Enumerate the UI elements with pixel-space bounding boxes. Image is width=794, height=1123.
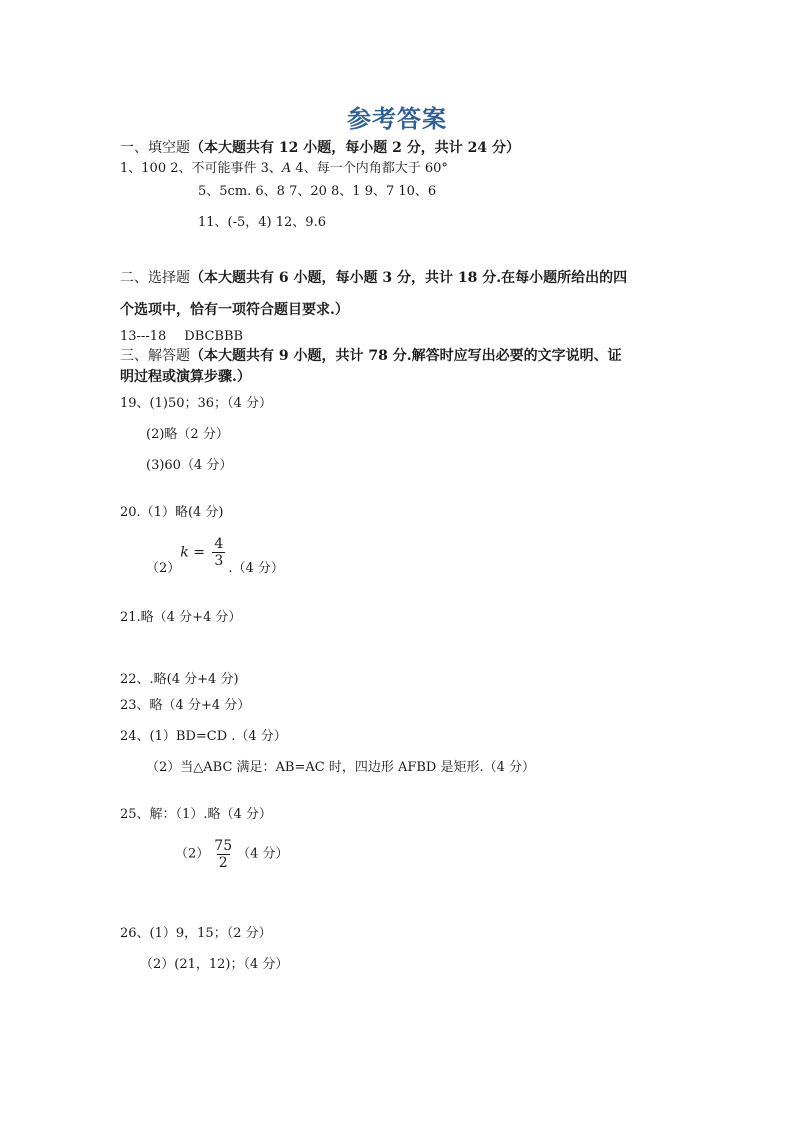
- q20-denominator: 3: [214, 553, 224, 569]
- q25-part2-pre: （2）: [175, 846, 210, 862]
- section3-header: [120, 348, 622, 364]
- q25-part2-post: （4 分）: [237, 846, 289, 862]
- section2-head: 二、选择题: [120, 270, 190, 286]
- section1-row1b: 4、每一个内角都大于 60°: [291, 161, 448, 176]
- section1-row1a: 1、100 2、不可能事件 3、: [120, 161, 282, 176]
- q23: 23、略（4 分+4 分）: [120, 698, 251, 713]
- section2-header: [120, 270, 627, 286]
- section1-row1-var: A: [281, 161, 292, 176]
- section3-head: 三、解答题: [120, 348, 190, 364]
- q25-denominator: 2: [218, 855, 228, 871]
- q21: 21.略（4 分+4 分）: [120, 610, 242, 625]
- page-title: 参考答案: [347, 105, 447, 133]
- section1-row3: 11、(-5，4) 12、9.6: [198, 215, 326, 230]
- section1-header: [120, 140, 520, 156]
- q20-part2-pre: （2）: [146, 561, 181, 576]
- q20-eq: =: [188, 544, 210, 561]
- q20-var: k: [180, 544, 189, 561]
- q26-part2: （2）(21，12)；（4 分）: [140, 957, 289, 972]
- section2-range: 13---18: [120, 329, 167, 344]
- section3-note2: 明过程或演算步骤.）: [120, 369, 251, 385]
- section3-note1: （本大题共有 9 小题，共计 78 分.解答时应写出必要的文字说明、证: [190, 348, 622, 364]
- section2-answers: DBCBBB: [184, 329, 244, 344]
- q22: 22、.略(4 分+4 分): [120, 672, 239, 687]
- q25-numerator: 75: [214, 838, 233, 854]
- q19-part1: 19、(1)50；36；（4 分）: [120, 396, 272, 411]
- section2-answers-line: [120, 329, 243, 345]
- q20-part2: [146, 536, 284, 577]
- q20-numerator: 4: [214, 536, 224, 552]
- q20-part1: 20.（1）略(4 分): [120, 505, 224, 520]
- q20-part2-post: .（4 分）: [228, 561, 284, 576]
- section2-note2: 个选项中，恰有一项符合题目要求.）: [120, 302, 349, 318]
- section1-head: 一、填空题: [120, 140, 190, 156]
- q19-part2: (2)略（2 分）: [146, 427, 229, 442]
- q24-part2: （2）当△ABC 满足：AB=AC 时，四边形 AFBD 是矩形.（4 分）: [146, 760, 536, 775]
- q25-part1: 25、解：（1）.略（4 分）: [120, 807, 272, 822]
- section2-note1: （本大题共有 6 小题，每小题 3 分，共计 18 分.在每小题所给出的四: [190, 270, 628, 286]
- section1-note: （本大题共有 12 小题，每小题 2 分，共计 24 分）: [190, 140, 520, 156]
- section1-row1: [120, 161, 448, 177]
- q19-part3: (3)60（4 分）: [146, 458, 233, 473]
- q20-fraction: [212, 536, 225, 569]
- section1-row2: 5、5cm. 6、8 7、20 8、1 9、7 10、6: [198, 184, 437, 199]
- q24-part1: 24、(1）BD=CD .（4 分）: [120, 729, 287, 744]
- q25-part2: [175, 838, 289, 871]
- q26-part1: 26、(1）9，15；（2 分）: [120, 926, 272, 941]
- q25-fraction: [212, 838, 234, 871]
